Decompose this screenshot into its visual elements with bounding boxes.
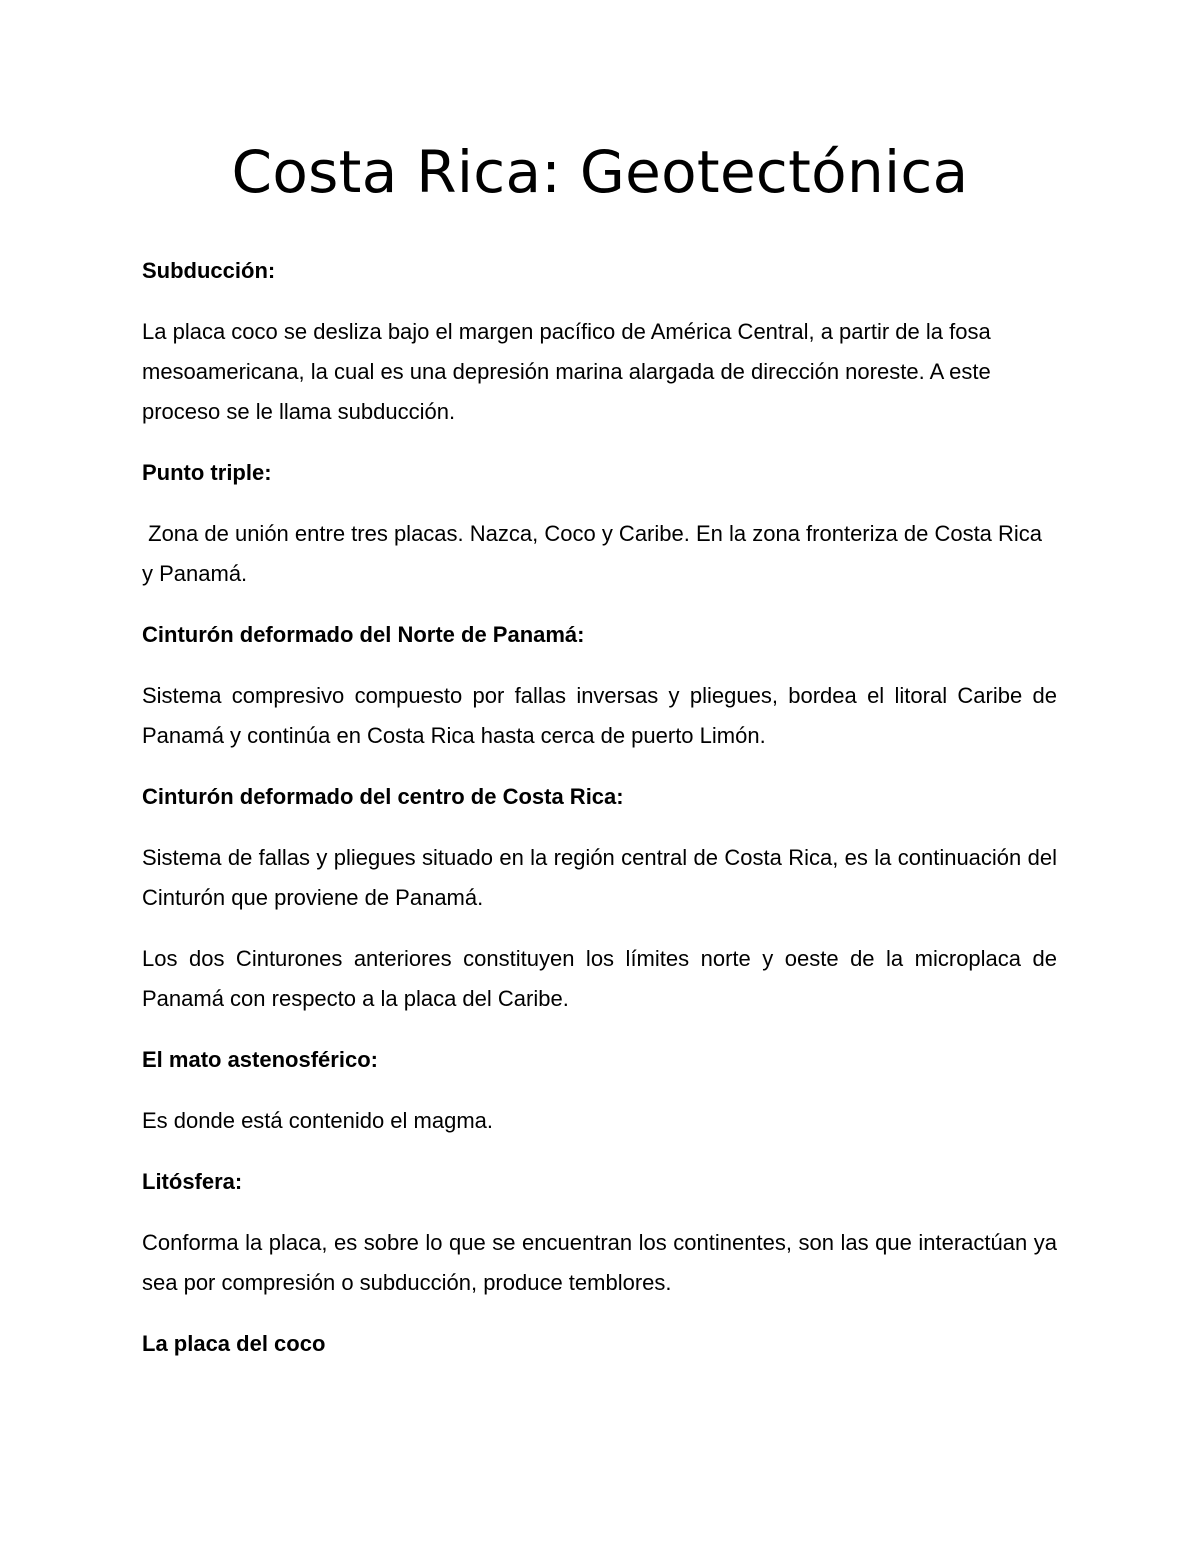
section-cinturon-norte-panama	[142, 615, 1057, 756]
section-paragraph: Sistema de fallas y pliegues situado en la región central de Costa Rica, es la continuación del Cinturón que proviene de Panamá.	[142, 845, 1057, 910]
section-cinturon-centro-costa-rica	[142, 777, 1057, 1019]
section-heading: La placa del coco	[142, 1331, 326, 1356]
section-subduccion	[142, 251, 1057, 432]
section-paragraph: Es donde está contenido el magma.	[142, 1108, 494, 1133]
section-punto-triple	[142, 453, 1057, 594]
section-paragraph: Los dos Cinturones anteriores constituyen los límites norte y oeste de la microplaca de Panamá con respecto a la placa del Caribe.	[142, 946, 1057, 1011]
section-manto-astenosferico	[142, 1040, 1057, 1141]
section-paragraph: La placa coco se desliza bajo el margen pacífico de América Central, a partir de la fosa mesoamericana, la cual es una depresión marina alargada de dirección noreste. A este proceso se le llama subducción.	[142, 319, 991, 424]
section-placa-del-coco	[142, 1324, 1057, 1364]
section-paragraph: Zona de unión entre tres placas. Nazca, Coco y Caribe. En la zona fronteriza de Costa Rica y Panamá.	[142, 521, 1049, 586]
section-paragraph: Sistema compresivo compuesto por fallas inversas y pliegues, bordea el litoral Caribe de Panamá y continúa en Costa Rica hasta cerca de puerto Limón.	[142, 683, 1057, 748]
section-heading: Cinturón deformado del Norte de Panamá:	[142, 622, 585, 647]
document-title: Costa Rica: Geotectónica	[231, 138, 969, 206]
document-body	[142, 251, 1057, 1385]
section-heading: Cinturón deformado del centro de Costa Rica:	[142, 784, 624, 809]
section-heading: Subducción:	[142, 258, 276, 283]
section-heading: Litósfera:	[142, 1169, 243, 1194]
section-litosfera	[142, 1162, 1057, 1303]
section-heading: Punto triple:	[142, 460, 272, 485]
section-heading: El mato astenosférico:	[142, 1047, 378, 1072]
section-paragraph: Conforma la placa, es sobre lo que se encuentran los continentes, son las que interactúan ya sea por compresión o subducción, produce temblores.	[142, 1230, 1057, 1295]
